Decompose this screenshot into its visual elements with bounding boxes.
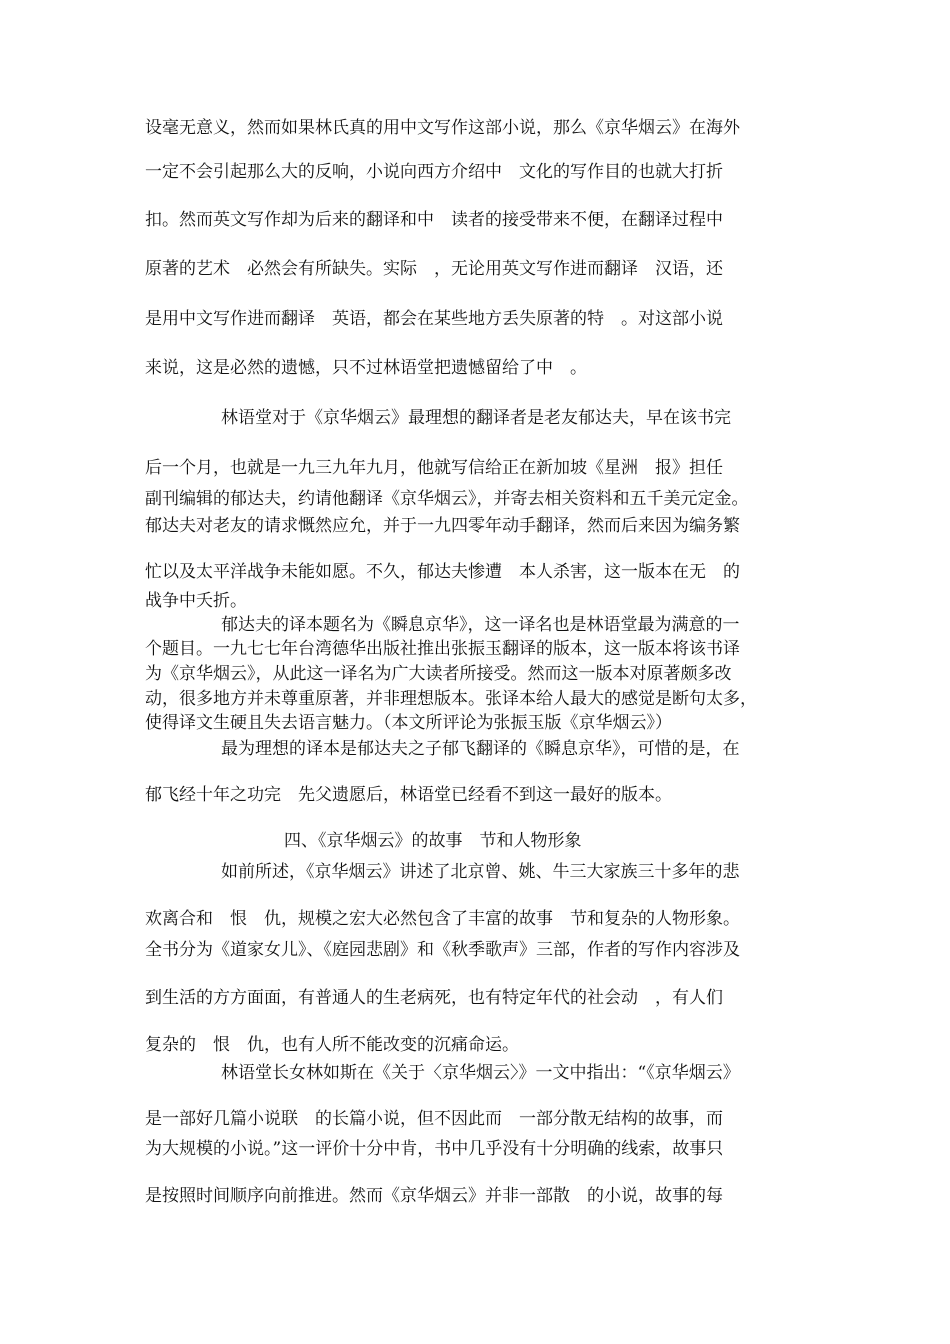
text-line: 郁达夫对老友的请求慨然应允，并于一九四零年动手翻译，然而后来因为编务繁 xyxy=(145,516,740,536)
text-line: 全书分为《道家女儿》、《庭园悲剧》和《秋季歌声》三部，作者的写作内容涉及 xyxy=(145,940,740,960)
paragraph-first-line: 林语堂长女林如斯在《关于〈京华烟云〉》一文中指出：“《京华烟云》 xyxy=(221,1063,740,1083)
text-line: 动，很多地方并未尊重原著，并非理想版本。张译本给人最大的感觉是断句太多， xyxy=(145,689,757,709)
paragraph-first-line: 郁达夫的译本题名为《瞬息京华》，这一译名也是林语堂最为满意的一 xyxy=(221,615,740,635)
text-line: 一定不会引起那么大的反响，小说向西方介绍中 文化的写作目的也就大打折 xyxy=(145,162,723,182)
text-line: 到生活的方方面面，有普通人的生老病死，也有特定年代的社会动 ，有人们 xyxy=(145,988,723,1008)
text-line: 后一个月，也就是一九三九年九月，他就写信给正在新加坡《星洲 报》担任 xyxy=(145,458,723,478)
text-line: 复杂的 恨 仇，也有人所不能改变的沉痛命运。 xyxy=(145,1035,519,1055)
text-line: 是按照时间顺序向前推进。然而《京华烟云》并非一部散 的小说，故事的每 xyxy=(145,1186,723,1206)
text-line: 是用中文写作进而翻译 英语，都会在某些地方丢失原著的特 。对这部小说 xyxy=(145,309,723,329)
text-line: 扣。然而英文写作却为后来的翻译和中 读者的接受带来不便，在翻译过程中 xyxy=(145,210,723,230)
text-line: 为《京华烟云》，从此这一译名为广大读者所接受。然而这一版本对原著颇多改 xyxy=(145,664,732,684)
text-line: 战争中夭折。 xyxy=(145,591,247,611)
text-line: 个题目。一九七七年台湾德华出版社推出张振玉翻译的版本，这一版本将该书译 xyxy=(145,639,740,659)
section-heading: 四、《京华烟云》的故事 节和人物形象 xyxy=(284,831,582,851)
text-line: 原著的艺术 必然会有所缺失。实际 ，无论用英文写作进而翻译 汉语，还 xyxy=(145,259,723,279)
text-line: 为大规模的小说。”这一评价十分中肯，书中几乎没有十分明确的线索，故事只 xyxy=(145,1139,724,1159)
text-line: 忙以及太平洋战争未能如愿。不久，郁达夫惨遭 本人杀害，这一版本在无 的 xyxy=(145,562,740,582)
text-line: 郁飞经十年之功完 先父遗愿后，林语堂已经看不到这一最好的版本。 xyxy=(145,785,672,805)
text-line: 来说，这是必然的遗憾，只不过林语堂把遗憾留给了中 。 xyxy=(145,358,587,378)
paragraph-first-line: 如前所述，《京华烟云》讲述了北京曾、姚、牛三大家族三十多年的悲 xyxy=(221,862,740,882)
paragraph-first-line: 最为理想的译本是郁达夫之子郁飞翻译的《瞬息京华》，可惜的是，在 xyxy=(221,739,740,759)
text-line: 欢离合和 恨 仇，规模之宏大必然包含了丰富的故事 节和复杂的人物形象。 xyxy=(145,909,740,929)
text-line: 使得译文生硬且失去语言魅力。（本文所评论为张振玉版《京华烟云》） xyxy=(145,713,672,733)
paragraph-first-line: 林语堂对于《京华烟云》最理想的翻译者是老友郁达夫，早在该书完 xyxy=(221,408,731,428)
text-line: 副刊编辑的郁达夫，约请他翻译《京华烟云》，并寄去相关资料和五千美元定金。 xyxy=(145,489,749,509)
text-line: 是一部好几篇小说联 的长篇小说，但不因此而 一部分散无结构的故事，而 xyxy=(145,1109,723,1129)
text-line: 设毫无意义，然而如果林氏真的用中文写作这部小说，那么《京华烟云》在海外 xyxy=(145,118,740,138)
